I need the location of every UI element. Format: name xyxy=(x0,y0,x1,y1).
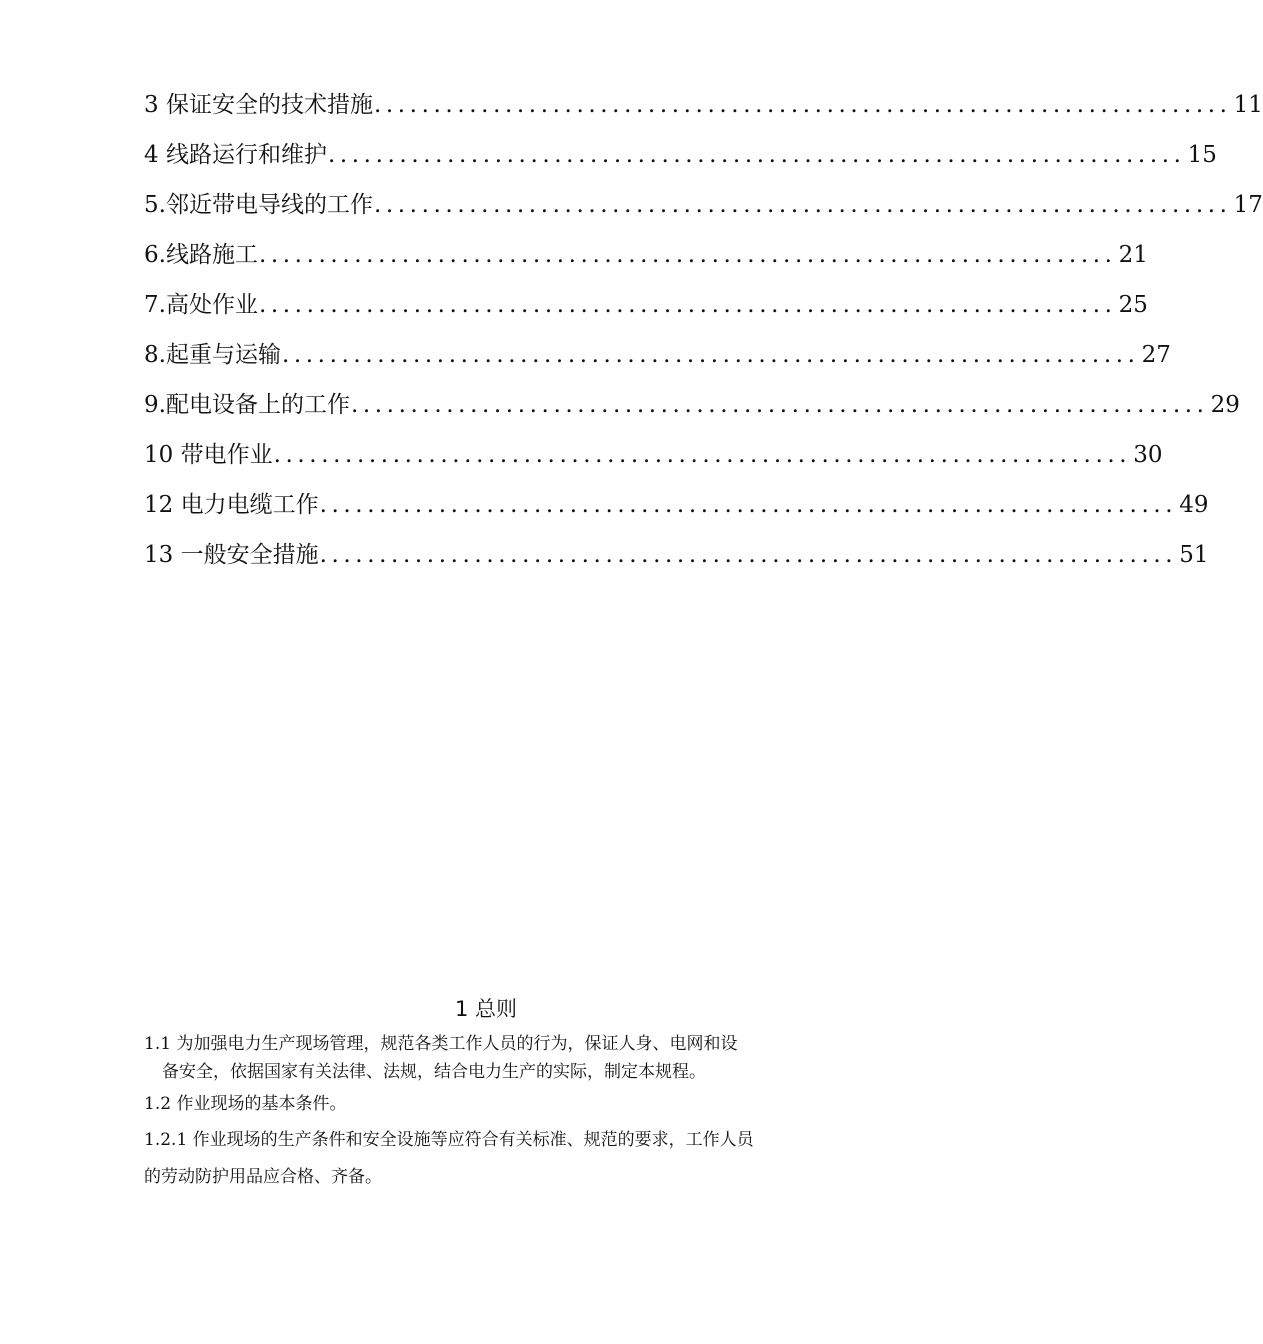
toc-entry-page: 30 xyxy=(1133,442,1163,468)
toc-entry-page: 49 xyxy=(1179,492,1209,518)
toc-entry[interactable] xyxy=(144,430,1163,480)
toc-entry-title: 12 电力电缆工作 xyxy=(144,492,319,518)
toc-entry-title: 3 保证安全的技术措施 xyxy=(144,92,373,118)
toc-entry[interactable] xyxy=(144,330,1171,380)
toc-entry[interactable] xyxy=(144,380,1240,430)
paragraph-line: 的劳动防护用品应合格、齐备。 xyxy=(144,1167,382,1187)
toc-entry-page: 21 xyxy=(1118,242,1148,268)
toc-entry[interactable] xyxy=(144,230,1148,280)
toc-entry[interactable] xyxy=(144,180,1263,230)
toc-entry-title: 9.配电设备上的工作 xyxy=(144,392,350,418)
paragraph-1-2 xyxy=(144,1090,828,1118)
toc-leader-dots: ........................................................................ xyxy=(373,192,1232,218)
toc-leader-dots: ........................................................................ xyxy=(350,392,1209,418)
toc-entry-page: 17 xyxy=(1233,192,1263,218)
toc-leader-dots: ........................................................................ xyxy=(273,442,1132,468)
toc-entry-page: 25 xyxy=(1118,292,1148,318)
toc-leader-dots: ........................................................................ xyxy=(319,542,1178,568)
toc-entry[interactable] xyxy=(144,80,1263,130)
table-of-contents xyxy=(144,80,1263,580)
toc-leader-dots: ........................................................................ xyxy=(281,342,1140,368)
toc-entry-page: 51 xyxy=(1179,542,1209,568)
toc-entry-page: 27 xyxy=(1141,342,1171,368)
paragraph-line: 1.2 作业现场的基本条件。 xyxy=(144,1094,347,1114)
toc-leader-dots: ........................................................................ xyxy=(319,492,1178,518)
toc-entry-page: 15 xyxy=(1187,142,1217,168)
paragraph-1-2-1 xyxy=(144,1122,828,1196)
toc-entry-title: 10 带电作业 xyxy=(144,442,273,468)
toc-entry-page: 29 xyxy=(1210,392,1240,418)
paragraph-line: 1.2.1 作业现场的生产条件和安全设施等应符合有关标准、规范的要求，工作人员 xyxy=(144,1130,754,1150)
toc-entry-title: 6.线路施工 xyxy=(144,242,258,268)
toc-entry-title: 4 线路运行和维护 xyxy=(144,142,327,168)
toc-entry-title: 13 一般安全措施 xyxy=(144,542,319,568)
toc-entry-title: 7.高处作业 xyxy=(144,292,258,318)
paragraph-line: 1.1 为加强电力生产现场管理，规范各类工作人员的行为，保证人身、电网和设 xyxy=(144,1034,738,1054)
toc-entry[interactable] xyxy=(144,130,1217,180)
toc-entry[interactable] xyxy=(144,480,1209,530)
toc-entry-title: 5.邻近带电导线的工作 xyxy=(144,192,373,218)
toc-leader-dots: ........................................................................ xyxy=(258,292,1117,318)
general-provisions-section xyxy=(144,990,828,1200)
section-heading: 1 总则 xyxy=(454,997,518,1021)
toc-leader-dots: ........................................................................ xyxy=(258,242,1117,268)
paragraph-line: 备安全，依据国家有关法律、法规，结合电力生产的实际，制定本规程。 xyxy=(162,1062,706,1082)
toc-entry[interactable] xyxy=(144,530,1209,580)
toc-entry[interactable] xyxy=(144,280,1148,330)
toc-leader-dots: ........................................................................ xyxy=(327,142,1186,168)
paragraph-1-1 xyxy=(144,1030,828,1086)
toc-entry-page: 11 xyxy=(1233,92,1263,118)
toc-leader-dots: ........................................................................ xyxy=(373,92,1232,118)
toc-entry-title: 8.起重与运输 xyxy=(144,342,281,368)
